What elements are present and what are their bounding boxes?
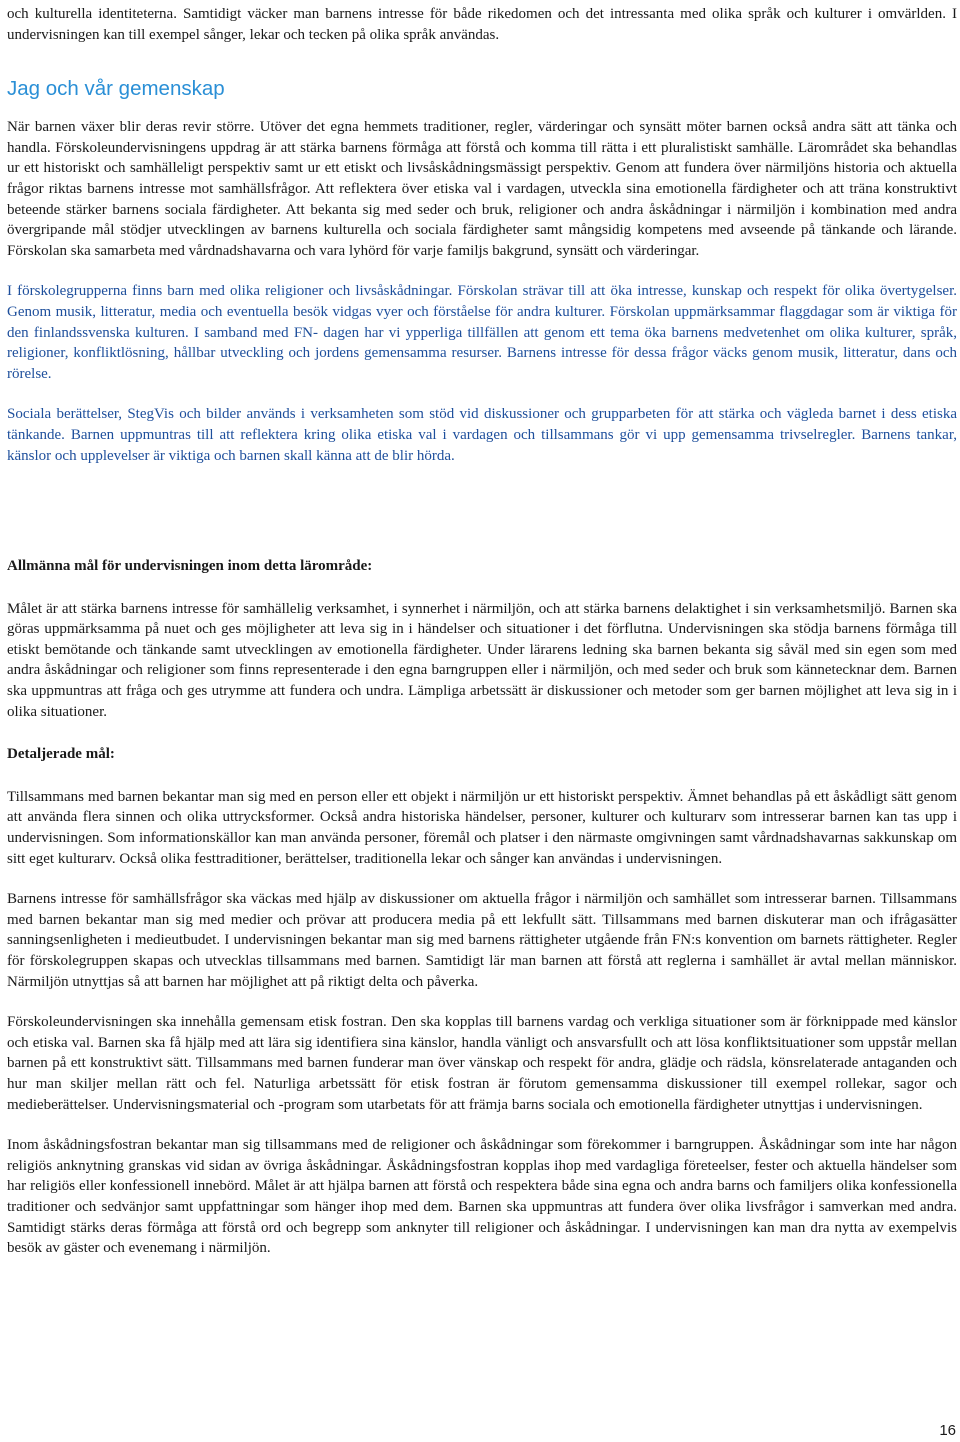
section-heading-detailed-goals: Detaljerade mål: [7, 746, 115, 763]
detailed-goals-paragraph-3: Förskoleundervisningen ska innehålla gemensam etisk fostran. Den ska kopplas till barnens vardag och verkliga situationer som är förknippade med känslor och etiska val. Barnen ska få hjälp med att lära sig identifiera sina känslor, handla vänligt och ansvarsfullt och att lösa konfliktsituationer som uppstår mellan barnen på ett konstruktivt sätt. Tillsammans med barnen funderar man över vänskap och respekt för andra, glädje och rädsla, könsrelaterade antaganden och hur man skiljer mellan rätt och fel. Naturliga arbetssätt för etisk fostran är förutom gemensamma diskussioner till exempel rollekar, sagor och medieberättelser. Undervisningsmaterial och -program som utarbetats för att främja barns sociala och emotionella färdigheter utnyttjas i undervisningen. [7, 1014, 957, 1113]
section-heading-community: Jag och vår gemenskap [7, 77, 225, 101]
community-paragraph-1: När barnen växer blir deras revir större. Utöver det egna hemmets traditioner, regler, värderingar och synsätt möter barnen också andra sätt att tänka och handla. Förskoleundervisningens uppdrag är att stärka barnens förmåga att förstå och komma till rätta i ett pluralistiskt samhälle. Lärområdet ska behandlas ur ett historiskt och samhälleligt perspektiv samt ur ett etiskt och livsåskådningsmässigt perspektiv. Genom att fundera över närmiljöns historia och aktuella frågor riktas barnens intresse mot samhällsfrågor. Att reflektera över etiska val i vardagen, utveckla sina emotionella färdigheter och att träna konstruktivt beteende stärker barnens sociala färdigheter. Att bekanta sig med seder och bruk, religioner och andra åskådningar i närmiljön i kombination med andra övergripande mål stödjer utvecklingen av barnens kulturella och sociala färdigheter samt mångsidig kompetens med avseende på tänkande och lärande. Förskolan ska samarbeta med vårdnadshavarna och vara lyhörd för varje familjs bakgrund, synsätt och värderingar. [7, 119, 957, 259]
page-number: 16 [939, 1422, 956, 1439]
detailed-goals-paragraph-1: Tillsammans med barnen bekantar man sig med en person eller ett objekt i närmiljön ur ett historiskt perspektiv. Ämnet behandlas på ett åskådligt sätt genom att använda flera sinnen och olika uttrycksformer. Också andra historiska händelser, personer, kulturer och kulturarv som intresserar barnen kan tas upp i undervisningen. Som informationskällor kan man använda personer, föremål och platser i den närmaste omgivningen samt vårdnadshavarnas sakkunskap om sitt eget kulturarv. Också olika festtraditioner, berättelser, traditionella lekar och sånger kan användas i undervisningen. [7, 788, 957, 867]
section-heading-general-goals: Allmänna mål för undervisningen inom detta lärområde: [7, 558, 373, 575]
community-paragraph-3: Sociala berättelser, StegVis och bilder används i verksamheten som stöd vid diskussioner och grupparbeten för att stärka och vägleda barnet i dess etiska tänkande. Barnen uppmuntras till att reflektera kring olika etiska val i vardagen och tillsammans gör vi upp gemensamma trivselregler. Barnens tankar, känslor och upplevelser är viktiga och barnen skall känna att de blir hörda. [7, 406, 957, 464]
intro-paragraph: och kulturella identiteterna. Samtidigt väcker man barnens intresse för både rikedomen och det intressanta med olika språk och kulturer i omvärlden. I undervisningen kan till exempel sånger, lekar och tecken på olika språk användas. [7, 6, 957, 43]
document-page [7, 4, 957, 1259]
detailed-goals-paragraph-2: Barnens intresse för samhällsfrågor ska väckas med hjälp av diskussioner om aktuella frågor i närmiljön och samhället som intresserar barnen. Tillsammans med barnen bekantar man sig med medier och prövar att producera media på ett lekfullt sätt. Tillsammans med barnen diskuterar man och ifrågasätter sanningsenligheten i medieutbudet. I undervisningen bekantar man sig med barnens rättigheter utgående från FN:s konvention om barnets rättigheter. Regler för förskolegruppen skapas och utvecklas tillsammans med barnen. Samtidigt lär man barnen att förstå att reglerna i samhället är avtal mellan människor. Närmiljön utnyttjas så att barnen har möjlighet att på riktigt delta och påverka. [7, 891, 957, 990]
community-paragraph-2: I förskolegrupperna finns barn med olika religioner och livsåskådningar. Förskolan strävar till att öka intresse, kunskap och respekt för olika övertygelser. Genom musik, litteratur, media och eventuella besök vidgas vyer och förståelse för andra kulturer. Förskolan uppmärksammar flaggdagar som är viktiga för den finlandssvenska kulturen. I samband med FN- dagen har vi ypperliga tillfällen att genom ett tema öka barnens medvetenhet om olika kulturer, språk, religioner, konfliktlösning, hållbar utveckling och jordens gemensamma resurser. Barnens intresse för dessa frågor väcks genom musik, litteratur, dans och rörelse. [7, 283, 957, 382]
general-goals-paragraph: Målet är att stärka barnens intresse för samhällelig verksamhet, i synnerhet i närmiljön, och att stärka barnens delaktighet i sin verksamhetsmiljö. Barnen ska göras uppmärksamma på nuet och ges möjligheter att leva sig in i händelser och situationer i det förflutna. Undervisningen ska stödja barnens förmåga till etiskt bemötande och tänkande samt utvecklingen av emotionella färdigheter. Under lärarens ledning ska barnen bekanta sig såväl med sin egen som med andra åskådningar och religioner som finns representerade i den egna barngruppen eller i närmiljön, och med seder och bruk som kännetecknar dem. Barnen ska uppmuntras att fråga och ges utrymme att fundera och undra. Lämpliga arbetssätt är diskussioner och metoder som ger barnen möjlighet att leva sig in i olika situationer. [7, 600, 957, 720]
detailed-goals-paragraph-4: Inom åskådningsfostran bekantar man sig tillsammans med de religioner och åskådningar som förekommer i barngruppen. Åskådningar som inte har någon religiös anknytning granskas vid sidan av övriga åskådningar. Åskådningsfostran kopplas ihop med vardagliga företeelser, fester och aktuella händelser som har religiös eller konfessionell innebörd. Målet är att hjälpa barnen att förstå och respektera både sina egna och andra barns och familjers olika konfessionella traditioner och sedvänjor samt uppfattningar som hänger ihop med dem. Barnen ska uppmuntras att fundera över olika livsfrågor i samverkan med andra. Samtidigt stärks deras förmåga att förstå ord och begrepp som anknyter till religioner och åskådningar. I undervisningen kan man dra nytta av exempelvis besök av gäster och evenemang i närmiljön. [7, 1137, 957, 1257]
